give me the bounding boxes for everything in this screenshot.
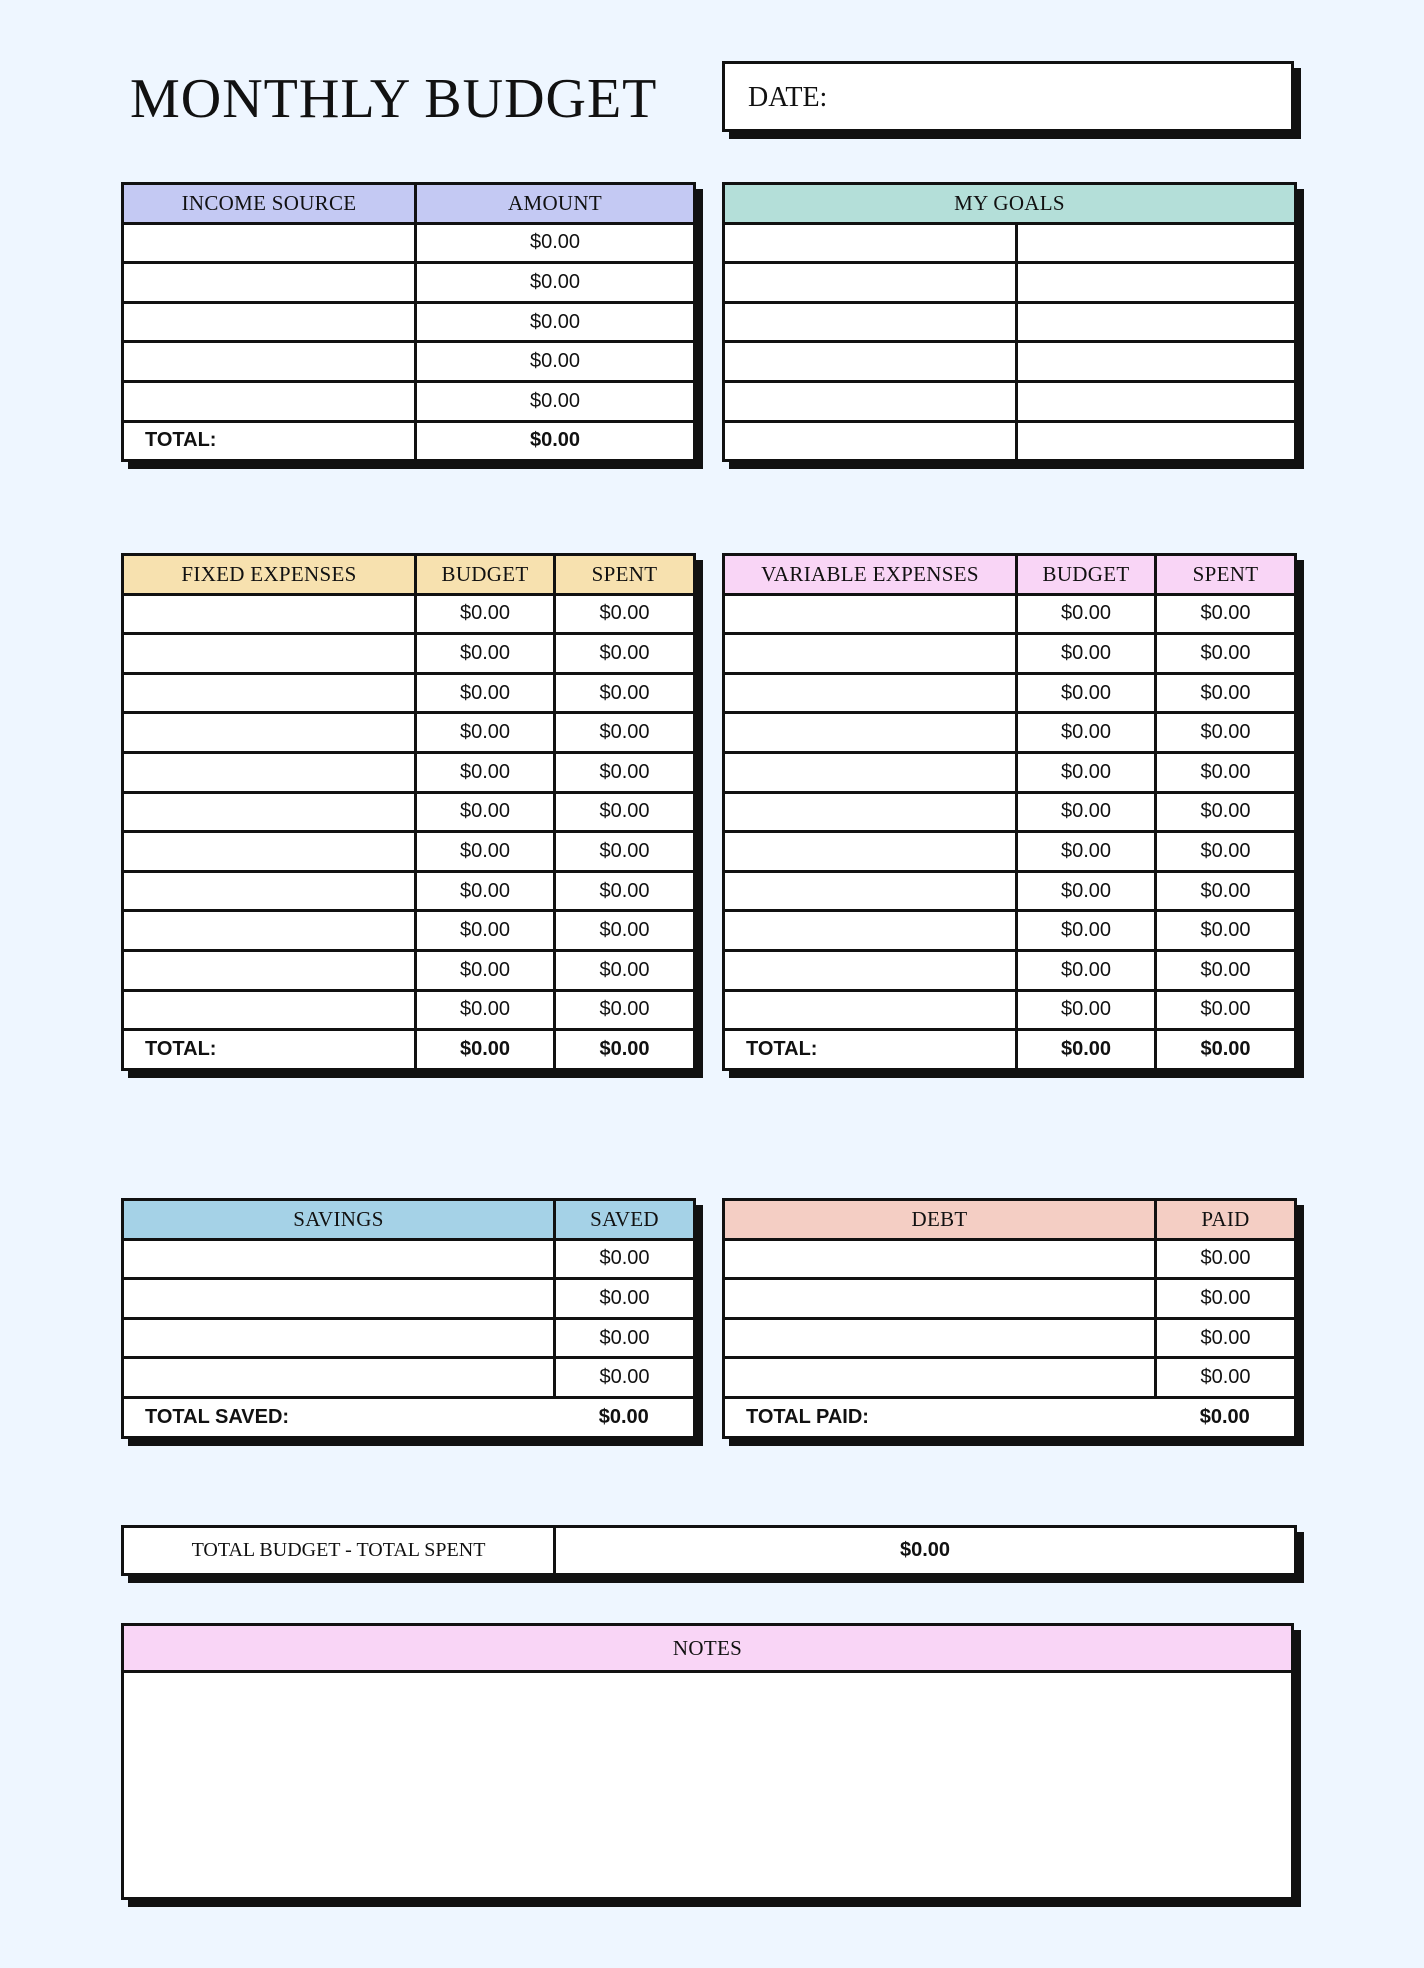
fixed-budget-cell[interactable]: $0.00 (416, 832, 555, 872)
savings-item-cell[interactable] (123, 1239, 555, 1279)
fixed-item-cell[interactable] (123, 871, 416, 911)
goal-cell[interactable] (1017, 263, 1296, 303)
saved-cell[interactable]: $0.00 (555, 1239, 695, 1279)
savings-row (123, 1358, 695, 1398)
saved-cell[interactable]: $0.00 (555, 1318, 695, 1358)
debt-table (722, 1198, 1297, 1439)
fixed-item-cell[interactable] (123, 950, 416, 990)
fixed-item-cell[interactable] (123, 792, 416, 832)
goals-table (722, 182, 1297, 462)
income-total-row (123, 421, 695, 461)
variable-item-cell[interactable] (724, 911, 1017, 951)
variable-item-cell[interactable] (724, 673, 1017, 713)
income-row (123, 263, 695, 303)
variable-item-cell[interactable] (724, 634, 1017, 674)
fixed-spent-cell[interactable]: $0.00 (555, 871, 695, 911)
variable-budget-cell[interactable]: $0.00 (1017, 990, 1156, 1030)
income-amount-cell[interactable]: $0.00 (416, 381, 695, 421)
income-amount-header: AMOUNT (416, 184, 695, 224)
paid-cell[interactable]: $0.00 (1156, 1318, 1296, 1358)
savings-row (123, 1279, 695, 1319)
debt-row (724, 1318, 1296, 1358)
paid-cell[interactable]: $0.00 (1156, 1279, 1296, 1319)
fixed-spent-cell[interactable]: $0.00 (555, 713, 695, 753)
fixed-budget-header: BUDGET (416, 555, 555, 595)
fixed-item-cell[interactable] (123, 634, 416, 674)
variable-budget-header: BUDGET (1017, 555, 1156, 595)
fixed-expenses-header: FIXED EXPENSES (123, 555, 416, 595)
fixed-budget-cell[interactable]: $0.00 (416, 792, 555, 832)
goal-cell[interactable] (724, 302, 1017, 342)
goal-cell[interactable] (724, 381, 1017, 421)
saved-cell[interactable]: $0.00 (555, 1358, 695, 1398)
variable-total-budget: $0.00 (1017, 1030, 1156, 1070)
notes-header: NOTES (123, 1625, 1293, 1672)
variable-spent-cell[interactable]: $0.00 (1156, 713, 1296, 753)
income-total-value: $0.00 (416, 421, 695, 461)
variable-budget-cell[interactable]: $0.00 (1017, 871, 1156, 911)
savings-item-cell[interactable] (123, 1318, 555, 1358)
variable-spent-cell[interactable]: $0.00 (1156, 634, 1296, 674)
variable-item-cell[interactable] (724, 594, 1017, 634)
fixed-expense-row (123, 990, 695, 1030)
income-total-label: TOTAL: (123, 421, 416, 461)
income-source-header: INCOME SOURCE (123, 184, 416, 224)
variable-spent-cell[interactable]: $0.00 (1156, 990, 1296, 1030)
debt-total-value: $0.00 (1156, 1397, 1296, 1437)
fixed-budget-cell[interactable]: $0.00 (416, 752, 555, 792)
goal-cell[interactable] (724, 342, 1017, 382)
date-field[interactable] (722, 61, 1294, 132)
fixed-total-budget: $0.00 (416, 1030, 555, 1070)
fixed-spent-cell[interactable]: $0.00 (555, 752, 695, 792)
summary-value: $0.00 (555, 1527, 1296, 1575)
fixed-spent-cell[interactable]: $0.00 (555, 911, 695, 951)
fixed-item-cell[interactable] (123, 673, 416, 713)
income-source-cell[interactable] (123, 342, 416, 382)
fixed-item-cell[interactable] (123, 594, 416, 634)
income-table (121, 182, 696, 462)
variable-spent-header: SPENT (1156, 555, 1296, 595)
variable-spent-cell[interactable]: $0.00 (1156, 911, 1296, 951)
fixed-spent-cell[interactable]: $0.00 (555, 634, 695, 674)
goals-row (724, 223, 1296, 263)
fixed-expense-row (123, 713, 695, 753)
debt-item-cell[interactable] (724, 1239, 1156, 1279)
fixed-expense-row (123, 792, 695, 832)
goal-cell[interactable] (724, 263, 1017, 303)
variable-budget-cell[interactable]: $0.00 (1017, 911, 1156, 951)
income-source-cell[interactable] (123, 302, 416, 342)
debt-item-cell[interactable] (724, 1318, 1156, 1358)
fixed-expense-row (123, 594, 695, 634)
goals-row (724, 421, 1296, 461)
goal-cell[interactable] (1017, 421, 1296, 461)
goal-cell[interactable] (1017, 223, 1296, 263)
income-amount-cell[interactable]: $0.00 (416, 342, 695, 382)
notes-body[interactable] (123, 1672, 1293, 1899)
page-title: MONTHLY BUDGET (130, 68, 658, 130)
income-row (123, 381, 695, 421)
goal-cell[interactable] (1017, 302, 1296, 342)
income-amount-cell[interactable]: $0.00 (416, 223, 695, 263)
savings-total-row (123, 1397, 695, 1437)
goal-cell[interactable] (1017, 381, 1296, 421)
fixed-budget-cell[interactable]: $0.00 (416, 990, 555, 1030)
fixed-item-cell[interactable] (123, 713, 416, 753)
variable-expense-row (724, 594, 1296, 634)
goals-row (724, 263, 1296, 303)
variable-budget-cell[interactable]: $0.00 (1017, 713, 1156, 753)
variable-spent-cell[interactable]: $0.00 (1156, 594, 1296, 634)
summary-label: TOTAL BUDGET - TOTAL SPENT (123, 1527, 555, 1575)
variable-expense-row (724, 713, 1296, 753)
fixed-budget-cell[interactable]: $0.00 (416, 594, 555, 634)
fixed-total-row (123, 1030, 695, 1070)
fixed-item-cell[interactable] (123, 752, 416, 792)
savings-item-cell[interactable] (123, 1279, 555, 1319)
variable-budget-cell[interactable]: $0.00 (1017, 634, 1156, 674)
variable-budget-cell[interactable]: $0.00 (1017, 752, 1156, 792)
fixed-budget-cell[interactable]: $0.00 (416, 911, 555, 951)
goals-row (724, 302, 1296, 342)
variable-expenses-table (722, 553, 1297, 1071)
variable-budget-cell[interactable]: $0.00 (1017, 594, 1156, 634)
variable-expenses-header: VARIABLE EXPENSES (724, 555, 1017, 595)
date-label: DATE: (748, 82, 828, 113)
goal-cell[interactable] (724, 421, 1017, 461)
debt-total-row (724, 1397, 1296, 1437)
paid-cell[interactable]: $0.00 (1156, 1239, 1296, 1279)
fixed-budget-cell[interactable]: $0.00 (416, 634, 555, 674)
fixed-expense-row (123, 634, 695, 674)
fixed-expense-row (123, 673, 695, 713)
variable-budget-cell[interactable]: $0.00 (1017, 673, 1156, 713)
variable-expense-row (724, 752, 1296, 792)
paid-header: PAID (1156, 1200, 1296, 1240)
variable-item-cell[interactable] (724, 792, 1017, 832)
variable-spent-cell[interactable]: $0.00 (1156, 950, 1296, 990)
fixed-total-spent: $0.00 (555, 1030, 695, 1070)
fixed-expense-row (123, 832, 695, 872)
fixed-spent-header: SPENT (555, 555, 695, 595)
variable-expense-row (724, 990, 1296, 1030)
fixed-budget-cell[interactable]: $0.00 (416, 713, 555, 753)
fixed-spent-cell[interactable]: $0.00 (555, 950, 695, 990)
variable-item-cell[interactable] (724, 752, 1017, 792)
goals-header: MY GOALS (724, 184, 1296, 224)
variable-spent-cell[interactable]: $0.00 (1156, 673, 1296, 713)
income-source-cell[interactable] (123, 263, 416, 303)
savings-total-label: TOTAL SAVED: (123, 1397, 555, 1437)
fixed-budget-cell[interactable]: $0.00 (416, 673, 555, 713)
variable-expense-row (724, 673, 1296, 713)
goal-cell[interactable] (1017, 342, 1296, 382)
variable-expense-row (724, 832, 1296, 872)
fixed-spent-cell[interactable]: $0.00 (555, 792, 695, 832)
goals-row (724, 342, 1296, 382)
savings-header: SAVINGS (123, 1200, 555, 1240)
variable-budget-cell[interactable]: $0.00 (1017, 792, 1156, 832)
debt-row (724, 1358, 1296, 1398)
fixed-spent-cell[interactable]: $0.00 (555, 832, 695, 872)
income-row (123, 223, 695, 263)
income-source-cell[interactable] (123, 381, 416, 421)
savings-row (123, 1318, 695, 1358)
debt-row (724, 1239, 1296, 1279)
variable-expense-row (724, 950, 1296, 990)
income-row (123, 342, 695, 382)
variable-expense-row (724, 871, 1296, 911)
variable-spent-cell[interactable]: $0.00 (1156, 871, 1296, 911)
income-row (123, 302, 695, 342)
variable-expense-row (724, 911, 1296, 951)
debt-row (724, 1279, 1296, 1319)
variable-total-label: TOTAL: (724, 1030, 1017, 1070)
income-source-cell[interactable] (123, 223, 416, 263)
fixed-budget-cell[interactable]: $0.00 (416, 871, 555, 911)
variable-expense-row (724, 634, 1296, 674)
variable-budget-cell[interactable]: $0.00 (1017, 832, 1156, 872)
fixed-item-cell[interactable] (123, 832, 416, 872)
debt-header: DEBT (724, 1200, 1156, 1240)
fixed-item-cell[interactable] (123, 911, 416, 951)
notes-table (121, 1623, 1294, 1900)
variable-item-cell[interactable] (724, 713, 1017, 753)
variable-total-spent: $0.00 (1156, 1030, 1296, 1070)
fixed-expense-row (123, 950, 695, 990)
goals-row (724, 381, 1296, 421)
debt-item-cell[interactable] (724, 1358, 1156, 1398)
variable-spent-cell[interactable]: $0.00 (1156, 832, 1296, 872)
variable-total-row (724, 1030, 1296, 1070)
saved-header: SAVED (555, 1200, 695, 1240)
fixed-expenses-table (121, 553, 696, 1071)
saved-cell[interactable]: $0.00 (555, 1279, 695, 1319)
variable-spent-cell[interactable]: $0.00 (1156, 792, 1296, 832)
fixed-expense-row (123, 752, 695, 792)
income-amount-cell[interactable]: $0.00 (416, 302, 695, 342)
variable-expense-row (724, 792, 1296, 832)
paid-cell[interactable]: $0.00 (1156, 1358, 1296, 1398)
summary-table (121, 1525, 1297, 1576)
variable-item-cell[interactable] (724, 990, 1017, 1030)
savings-row (123, 1239, 695, 1279)
variable-item-cell[interactable] (724, 950, 1017, 990)
fixed-budget-cell[interactable]: $0.00 (416, 950, 555, 990)
savings-item-cell[interactable] (123, 1358, 555, 1398)
fixed-expense-row (123, 871, 695, 911)
variable-item-cell[interactable] (724, 871, 1017, 911)
savings-table (121, 1198, 696, 1439)
fixed-item-cell[interactable] (123, 990, 416, 1030)
variable-item-cell[interactable] (724, 832, 1017, 872)
variable-spent-cell[interactable]: $0.00 (1156, 752, 1296, 792)
savings-total-value: $0.00 (555, 1397, 695, 1437)
debt-total-label: TOTAL PAID: (724, 1397, 1156, 1437)
goal-cell[interactable] (724, 223, 1017, 263)
fixed-total-label: TOTAL: (123, 1030, 416, 1070)
fixed-spent-cell[interactable]: $0.00 (555, 594, 695, 634)
fixed-spent-cell[interactable]: $0.00 (555, 673, 695, 713)
income-amount-cell[interactable]: $0.00 (416, 263, 695, 303)
fixed-expense-row (123, 911, 695, 951)
variable-budget-cell[interactable]: $0.00 (1017, 950, 1156, 990)
fixed-spent-cell[interactable]: $0.00 (555, 990, 695, 1030)
debt-item-cell[interactable] (724, 1279, 1156, 1319)
